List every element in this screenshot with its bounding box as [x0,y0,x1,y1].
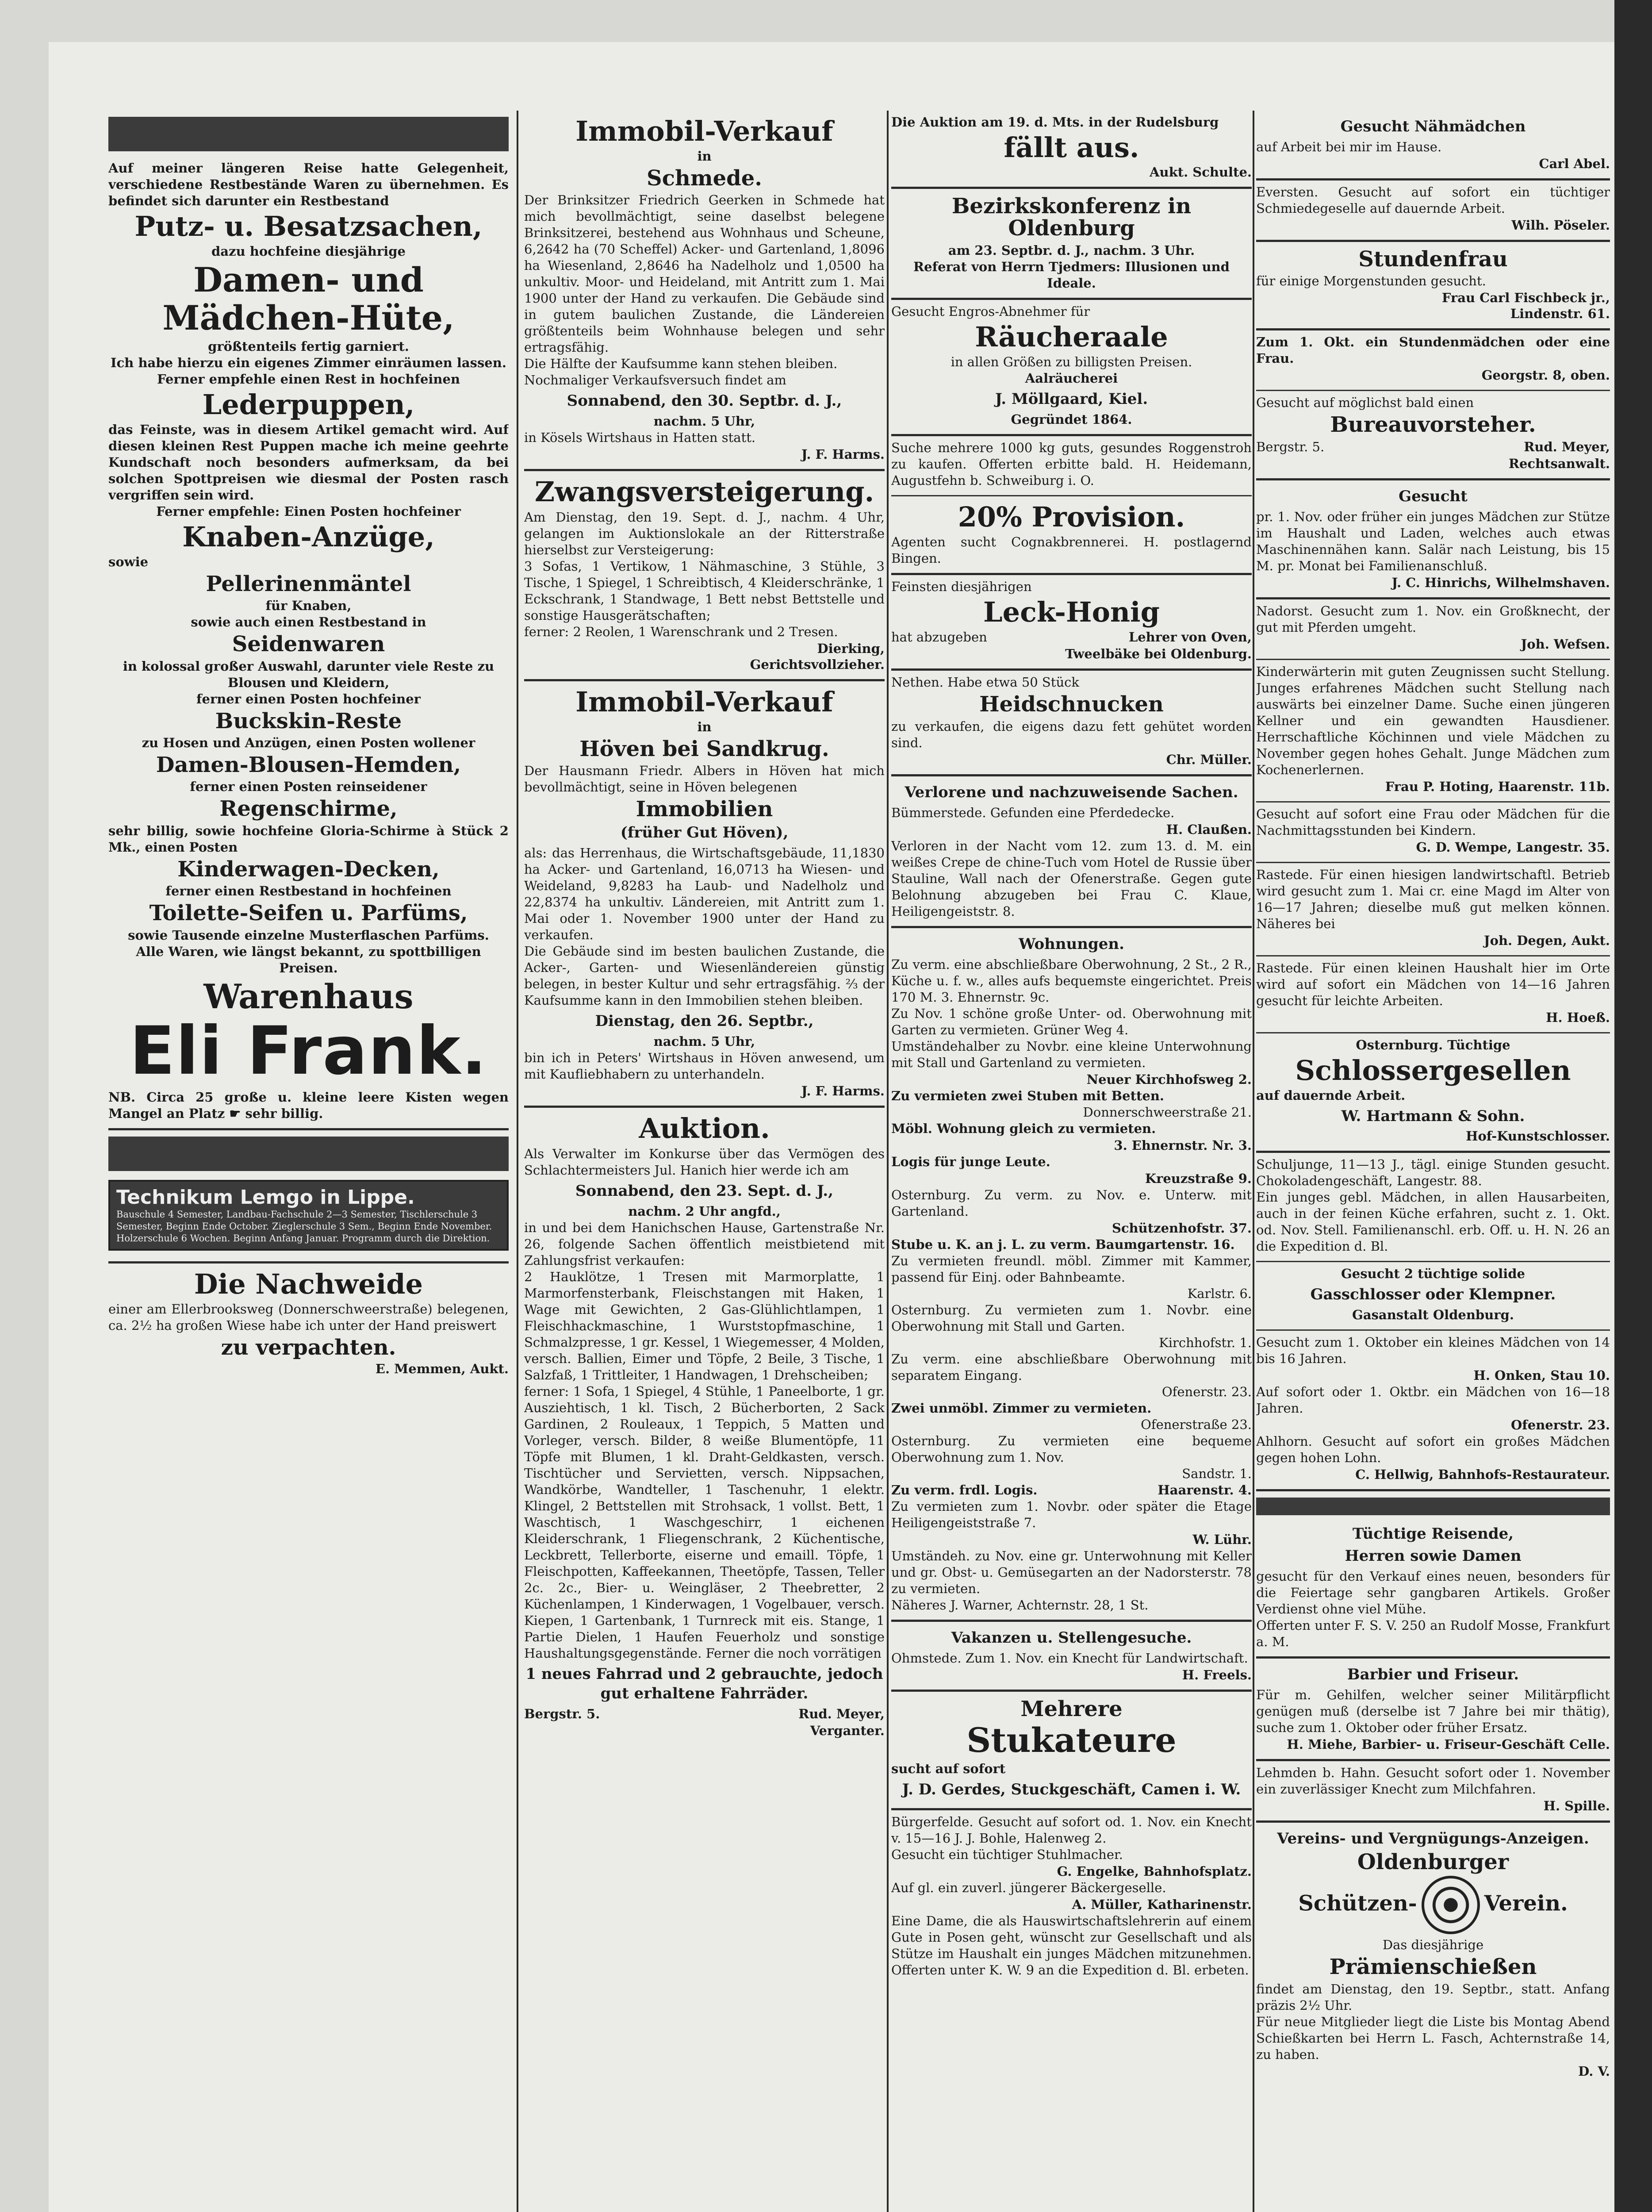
ad-text: Zu vermieten zum 1. Novbr. oder später die Etage Heiligengeiststraße 7. [891,1498,1252,1530]
headline: Damen-Blousen-Hemden, [156,753,461,778]
ad-text: Für m. Gehilfen, welcher seiner Militärpflicht genügen muß (derselbe ist 7 Jahre bei mir thätig), suche zum 1. Oktober oder früher Ersatz. [1256,1687,1610,1735]
headline: Immobilien [636,797,773,822]
signature: Dierking, [817,641,885,656]
ad-text: nachm. 2 Uhr angfd., [628,1203,781,1219]
headline: Prämienschießen [1329,1955,1537,1980]
ad-text: ferner einen Posten hochfeiner [196,691,421,707]
column-rule [517,111,518,2212]
ad-text: Die Gebäude sind im besten baulichen Zustande, die Acker-, Garten- und Wiesenländereien günstig belegen, in bester Kultur und sehr ertragsfähig. ⅔ der Kaufsumme kann in den Immobilien stehen bleiben. [524,944,885,1008]
headline: Gesucht [1399,487,1468,505]
ad-text: Nethen. Habe etwa 50 Stück [891,675,1079,690]
ad-text: Donnerschweerstraße 21. [1083,1104,1252,1120]
ad-text: nachm. 5 Uhr, [653,414,755,429]
ad-text: Bümmerstede. Gefunden eine Pferdedecke. [891,805,1175,820]
ad-text: sowie Tausende einzelne Musterflaschen Parfüms. [128,927,489,943]
signature: E. Memmen, Aukt. [375,1361,509,1377]
headline: Bureauvorsteher. [1330,412,1536,438]
headline: Immobil-Verkauf [575,115,833,147]
store-name-label: Warenhaus [203,976,414,1016]
ad-text: in [697,149,712,164]
ad-rastede-maedchen [1256,956,1610,1033]
headline: Räucheraale [975,320,1168,353]
ad-nachweide [108,1263,509,1383]
headline: Lederpuppen, [202,388,415,421]
signature: Lehrer von Oven, [1128,630,1252,645]
signature: Frau Carl Fischbeck jr., [1441,290,1610,306]
ad-text: als: das Herrenhaus, die Wirtschaftsgebäude, 11,1830 ha Acker- und Gartenland, 16,0713 ha Wiesen- und Weideland, 9,8283 ha Laub- und Nadelholz und 22,8374 ha unkultiv. Ländereien, mit Antritt zum 1. Mai oder 1. November 1900 unter der Hand zu verkaufen. [524,845,885,943]
ad-text: Die Auktion am 19. d. Mts. in der Rudelsburg [891,115,1219,130]
ad-text: Kinderwärterin mit guten Zeugnissen sucht Stellung. Junges erfahrenes Mädchen sucht Stellung nach auswärts bei einzelner Dame. Suche einen jüngeren Kellner und ein gewandten Hausdiener. Herrschaftliche Köchinnen und viele Mädchen zu November gegen hohes Gehalt. Junge Mädchen zum Kochenerlernen. [1256,664,1610,777]
section-wohnungen [891,928,1252,1622]
ad-grossknecht [1256,599,1610,660]
pointing-hand-icon: ☛ [229,1106,241,1121]
ad-text: Möbl. Wohnung gleich zu vermieten. [891,1121,1156,1136]
ad-text: in [697,719,712,734]
ad-reisende [1256,1491,1610,1659]
signature: Joh. Wefsen. [1521,636,1610,652]
ad-text: Ofenerstraße 23. [1141,1417,1252,1432]
ad-text: Ohmstede. Zum 1. Nov. ein Knecht für Landwirtschaft. [891,1650,1248,1666]
headline: Knaben-Anzüge, [182,520,435,553]
signature: H. Hoeß. [1546,1010,1610,1025]
ad-text: Rastede. Für einen kleinen Haushalt hier im Orte wird auf sofort ein Mädchen von 14—16 Jahren gesucht für leichte Arbeiten. [1256,960,1610,1008]
ad-text: Zwei unmöbl. Zimmer zu vermieten. [891,1400,1152,1416]
headline: Höven bei Sandkrug. [579,736,829,761]
signature: Aukt. Schulte. [1150,165,1252,180]
signature: Schützenhofstr. 37. [1112,1220,1252,1236]
ad-text: Aalräucherei [1025,370,1118,386]
ad-text: sucht auf sofort [891,1761,1006,1776]
ad-text: Zu vermieten freundl. möbl. Zimmer mit Kammer, passend für Einj. oder Bahnbeamte. [891,1253,1252,1285]
ad-text: Umständeh. zu Nov. eine gr. Unterwohnung mit Keller und gr. Obst- u. Gemüsegarten an der Nadorsterstr. 78 zu vermieten. [891,1548,1252,1596]
signature: Ofenerstr. 23. [1511,1417,1610,1432]
ad-maedchen-misc [1256,1331,1610,1491]
ad-text: Lehmden b. Hahn. Gesucht sofort oder 1. November ein zuverlässiger Knecht zum Milchfahren. [1256,1765,1610,1797]
signature: Chr. Müller. [1166,752,1252,767]
ad-text [1256,439,1610,455]
headline: Mehrere [1020,1696,1123,1721]
ad-text: Gegründet 1864. [1011,411,1132,427]
ad-stukateure [891,1692,1252,1810]
ad-kinderwaerterin [1256,660,1610,803]
ad-schlossergesellen [1256,1033,1610,1153]
headline: Schützen- [1298,1891,1417,1916]
signature: Kreuzstraße 9. [1145,1171,1252,1186]
column-rule [887,111,889,2212]
signature: Hof-Kunstschlosser. [1466,1128,1610,1144]
ad-text: gesucht für den Verkauf eines neuen, besonders für die Feiertage sehr gangbaren Artikels. Großer Verdienst ohne viel Mühe. [1256,1568,1610,1617]
ad-text: Ferner empfehle einen Rest in hochfeinen [157,371,460,387]
ad-text: Eversten. Gesucht auf sofort ein tüchtiger Schmiedegeselle auf dauernde Arbeit. [1256,184,1610,216]
headline: Gesucht Nähmädchen [1340,118,1526,135]
section-heading: Wohnungen. [1019,935,1124,953]
logo-text: Bauschule 4 Semester, Landbau-Fachschule 2—3 Semester, Tischlerschule 3 Semester, Beginn Ende October. Zieglerschule 3 Sem., Beginn Ende November. Holzerschule 6 Wochen. Beginn Anfang Januar. Programm durch die Direktion. [116,1209,492,1244]
ad-text: Eine Dame, die als Hauswirtschaftslehrerin auf einem Gute in Posen geht, wünscht zur Gesellschaft und als Stütze im Haushalt ein junges Mädchen mitzunehmen. Offerten unter K. W. 9 an die Expedition d. Bl. erbeten. [891,1913,1252,1978]
headline: Leck-Honig [983,596,1160,629]
ad-text: Zu Nov. 1 schöne große Unter- od. Oberwohnung mit Garten zu vermieten. Grüner Weg 4. [891,1006,1252,1037]
signature: J. C. Hinrichs, Wilhelmshaven. [1391,575,1610,590]
ad-text: Auf gl. ein zuverl. jüngerer Bäckergeselle. [891,1880,1166,1895]
ad-eli-frank [108,111,509,1130]
signature: Rud. Meyer, [798,1706,885,1721]
headline: Immobil-Verkauf [575,685,833,718]
signature: Rechtsanwalt. [1508,456,1610,471]
ad-text: Rastede. Für einen hiesigen landwirtschaftl. Betrieb wird gesucht zum 1. Mai cr. eine Magd im Alter von 16—17 Jahren; dieselbe muß gut melken können. Näheres bei [1256,867,1610,931]
ad-text: Zu verm. frdl. Logis. [891,1482,1038,1498]
ad-text: Nochmaliger Verkaufsversuch findet am [524,373,786,388]
ad-auktion-hanich [524,1108,885,1745]
ad-text: sowie auch einen Restbestand in [191,614,426,630]
ad-schuljunge [1256,1153,1610,1262]
ad-text: Bergstr. 5. [1256,439,1325,454]
ad-text: Die Hälfte der Kaufsumme kann stehen bleiben. [524,356,838,372]
section-verlorene-sachen [891,776,1252,928]
ad-text: Alle Waren, wie längst bekannt, zu spottbilligen Preisen. [136,944,481,975]
ad-text: Ein junges gebl. Mädchen, in allen Hausarbeiten, auch in der feinen Küche erfahren, sucht z. 1. Okt. od. Nov. Stell. Familienanschl. erb. Off. u. H. N. 26 an die Expedition d. Bl. [1256,1189,1610,1254]
ad-text: sowie [108,554,149,569]
signature: C. Hellwig, Bahnhofs-Restaurateur. [1355,1467,1610,1482]
ad-text: für Knaben, [265,598,352,614]
signature: Frau P. Hoting, Haarenstr. 11b. [1385,779,1610,794]
ad-text: in und bei dem Hanichschen Hause, Gartenstraße Nr. 26, folgende Sachen öffentlich meistbietend mit Zahlungsfrist verkaufen: [524,1220,885,1268]
ad-text: Das diesjährige [1382,1937,1484,1953]
ad-text: Logis für junge Leute. [891,1154,1050,1169]
ad-text: auf dauernde Arbeit. [1256,1087,1406,1103]
signature: Verganter. [810,1723,885,1738]
headline: Tüchtige Reisende, [1352,1525,1514,1543]
ad-text: Suche mehrere 1000 kg guts, gesundes Roggenstroh zu kaufen. Offerten erbitte bald. H. Heidemann, Augustfehn b. Schweiburg i. O. [891,440,1252,488]
ad-text: Auf meiner längeren Reise hatte Gelegenheit, verschiedene Restbestände Waren zu übernehmen. Es befindet sich darunter ein Restbestand [108,161,509,208]
headline: Schmede. [647,166,762,191]
ad-text: 3 Sofas, 1 Vertikow, 1 Nähmaschine, 3 Stühle, 3 Tische, 1 Spiegel, 1 Schreibtisch, 4 Kleiderschränke, 1 Eckschrank, 1 Standwage, 1 Bett nebst Bettstelle und sonstige Hausgerätschaften; [524,558,885,623]
signature: G. Engelke, Bahnhofsplatz. [1057,1863,1252,1879]
headline: Zwangsversteigerung. [534,476,874,508]
ad-barbier [1256,1659,1610,1761]
headline: Regenschirme, [219,796,398,822]
ad-text: ferner: 2 Reolen, 1 Warenschrank und 2 Tresen. [524,624,838,639]
ad-text: Sandstr. 1. [1182,1466,1252,1481]
date-line: Sonnabend, den 30. Septbr. d. J., [567,392,842,410]
ad-text: Bergstr. 5. [524,1706,600,1721]
ad-text: das Feinste, was in diesem Artikel gemacht wird. Auf diesen kleinen Rest Puppen mache ich meine geehrte Kundschaft noch besonders aufmerksam, da bei solchen Spottpreisen wie diesmal der Posten rasch vergriffen sein wird. [108,422,509,503]
technikum-logo [108,1180,509,1251]
ad-text: Karlstr. 6. [1187,1286,1252,1301]
ad-text: Nadorst. Gesucht zum 1. Nov. ein Großknecht, der gut mit Pferden umgeht. [1256,603,1610,635]
ad-text: Schuljunge, 11—13 J., tägl. einige Stunden gesucht. Chokoladengeschäft, Langestr. 88. [1256,1156,1610,1188]
ad-text: Ofenerstr. 23. [1161,1384,1252,1399]
signature: Gerichtsvollzieher. [750,657,885,672]
signature: Neuer Kirchhofsweg 2. [1086,1071,1252,1087]
signature: Joh. Degen, Aukt. [1483,933,1610,948]
signature: Georgstr. 8, oben. [1481,368,1610,383]
signature: J. F. Harms. [801,1083,885,1099]
ad-text: nachm. 5 Uhr, [653,1034,755,1049]
section-heading: Vereins- und Vergnügungs-Anzeigen. [1277,1829,1589,1847]
ad-text: ferner einen Restbestand in hochfeinen [165,883,452,899]
ad-text: zu Hosen und Anzügen, einen Posten wollener [142,735,475,751]
ad-text: Zu verm. eine abschließbare Oberwohnung mit separatem Eingang. [891,1351,1252,1383]
ad-raeucheraale [891,300,1252,436]
ad-text: Ahlhorn. Gesucht auf sofort ein großes Mädchen gegen hohen Lohn. [1256,1433,1610,1465]
ad-text: Stube u. K. an j. L. zu verm. Baumgartenstr. 16. [891,1237,1235,1252]
ad-text: in Kösels Wirtshaus in Hatten statt. [524,430,756,445]
headline: Stundenfrau [1358,247,1508,272]
headline: Verein. [1484,1891,1568,1916]
ad-text: dazu hochfeine diesjährige [211,244,406,259]
headline: Seidenwaren [232,632,385,657]
black-bar [108,117,509,151]
column-2 [524,111,885,2212]
headline: Schlossergesellen [1295,1054,1571,1087]
ad-text: 2 Hauklötze, 1 Tresen mit Marmorplatte, 1 Marmorfensterbank, Fleischstangen mit Haken, 1 Wage mit Gewichten, 2 Gas-Glühlichtlampen, 1 Fleischhackmaschine, 1 Wurststopfmaschine, 1 Schmalzpresse, 1 gr. Kessel, 1 Wiegemesser, 4 Molden, versch. Ballien, Eimer und Töpfe, 2 Beile, 3 Tische, 1 Salzfaß, 1 Trittleiter, 1 Handwagen, 1 Drehscheiben; [524,1269,885,1382]
ad-text: Ich habe hierzu ein eigenes Zimmer einräumen lassen. [111,355,506,370]
column-rule [1253,111,1254,2212]
headline: Oldenburger [1357,1849,1509,1874]
headline: Herren sowie Damen [1345,1547,1522,1565]
ad-text: zu verkaufen, die eigens dazu fett gehütet worden sind. [891,718,1252,750]
company-name: W. Hartmann & Sohn. [1341,1107,1525,1125]
ad-text: Haarenstr. 4. [1158,1482,1252,1498]
ad-text: sehr billig, sowie hochfeine Gloria-Schirme à Stück 2 Mk., einen Posten [108,823,509,855]
headline: Die Nachweide [194,1267,423,1300]
headline: Bezirkskonferenz in Oldenburg [951,194,1192,241]
ad-auktion-rudelsburg [891,111,1252,189]
date-line: Dienstag, den 26. Septbr., [595,1012,814,1030]
ad-text [891,629,1252,645]
ad-text: Osternburg. Zu vermieten zum 1. Novbr. eine Oberwohnung mit Stall und Garten. [891,1302,1252,1334]
headline: Pellerinenmäntel [206,571,411,596]
ad-text: auf Arbeit bei mir im Hause. [1256,139,1442,154]
signature: W. Lühr. [1192,1532,1252,1547]
ad-text: NB. Circa 25 große u. kleine leere Kisten wegen Mangel an Platz [108,1089,509,1121]
ad-heidschnucken [891,671,1252,776]
ad-text: Osternburg. Zu vermieten eine bequeme Oberwohnung zum 1. Nov. [891,1433,1252,1465]
black-bar [1256,1498,1610,1515]
signature: Tweelbäke bei Oldenburg. [1065,646,1252,662]
ad-stundenfrau [1256,242,1610,330]
ad-text: Osternburg. Tüchtige [1356,1037,1510,1052]
ad-immobil-schmede [524,111,885,471]
ad-gasschlosser [1256,1262,1610,1331]
ad-text: Gesucht 2 tüchtige solide [1341,1266,1526,1281]
ad-lehmden [1256,1761,1610,1823]
ad-text: findet am Dienstag, den 19. Septbr., statt. Anfang präzis 2½ Uhr. [1256,1981,1610,2013]
signature: Carl Abel. [1539,156,1610,171]
ad-text: ferner: 1 Sofa, 1 Spiegel, 4 Stühle, 1 Paneelborte, 1 gr. Ausziehtisch, 1 kl. Tisch, 2 Bücherborten, 2 Sack Gardinen, 2 Rouleaux, 1 Teppich, 5 Matten und Vorleger, versch. Bilder, 8 weiße Blumentöpfe, 11 Töpfe mit Blumen, 1 kl. Draht-Geldkasten, versch. Tischtücher und Servietten, versch. Nippsachen, Wandkörbe, Wandteller, 1 Taschenuhr, 1 elektr. Klingel, 2 Bettstellen mit Strohsack, 1 vollst. Bett, 1 Waschtisch, 1 Waschgeschirr, 1 eichenen Kleiderschrank, 1 Fliegenschrank, 2 Küchentische, Leckbrett, Tellerborte, eiserne und emaill. Töpfe, 1 Fleischpotten, Kaffeekannen, Theetöpfe, Tassen, Teller 2c. 2c., Bier- u. Weingläser, 2 Theebretter, 2 Küchenlampen, 1 Kinderwagen, 1 Vogelbauer, versch. Kiepen, 1 Gartenbank, 1 Turnreck mit eis. Stange, 1 Partie Dielen, 1 Haufen Feuerholz und sonstige Haushaltungsgegenstände. Ferner die noch vorrätigen [524,1383,885,1661]
ad-text [108,1089,509,1122]
ad-text: in kolossal großer Auswahl, darunter viele Reste zu Blousen und Kleidern, [123,658,494,690]
ad-text: Näheres J. Warner, Achternstr. 28, 1 St. [891,1597,1149,1613]
ad-text: Offerten unter F. S. V. 250 an Rudolf Mosse, Frankfurt a. M. [1256,1617,1610,1649]
ad-text: Gesucht ein tüchtiger Stuhlmacher. [891,1847,1123,1862]
ad-text: Gesucht Engros-Abnehmer für [891,303,1090,319]
signature: Rud. Meyer, [1524,439,1610,454]
ad-schmiedegeselle [1256,180,1610,242]
headline: Damen- und [193,260,424,300]
section-vakanzen [891,1622,1252,1692]
headline: Heidschnucken [979,692,1164,717]
signature: G. D. Wempe, Langestr. 35. [1416,839,1610,855]
ad-roggenstroh [891,436,1252,496]
signature: A. Müller, Katharinenstr. [1072,1897,1252,1912]
signature: D. V. [1578,2063,1610,2079]
headline: Gasschlosser oder Klempner. [1310,1285,1556,1303]
column-3 [891,111,1252,2212]
ad-zwangsversteigerung [524,471,885,681]
page-binding-shadow [1614,0,1652,2212]
headline: fällt aus. [1004,131,1139,164]
black-bar [108,1137,509,1171]
section-vereine [1256,1823,1610,2086]
signature: Wilh. Pöseler. [1511,218,1610,233]
ad-stellen-misc [891,1810,1252,1985]
headline [1256,1876,1610,1934]
ad-text: Ferner empfehle: Einen Posten hochfeiner [156,503,461,519]
column-1 [108,111,509,2212]
ad-immobil-hoeven [524,681,885,1108]
headline: zu verpachten. [221,1335,396,1360]
ad-text [524,1706,885,1722]
ad-provision [891,496,1252,575]
company-name: J. Möllgaard, Kiel. [995,390,1148,408]
ad-text: Der Hausmann Friedr. Albers in Höven hat mich bevollmächtigt, seine in Höven belegenen [524,763,885,795]
ad-text: Als Verwalter im Konkurse über das Vermögen des Schlachtermeisters Jul. Hanich hier werde ich am [524,1146,885,1178]
company-name: J. D. Gerdes, Stuckgeschäft, Camen i. W. [902,1780,1241,1798]
ad-nachmittag [1256,803,1610,863]
ad-text: Verloren in der Nacht vom 12. zum 13. d. M. ein weißes Crepe de chine-Tuch vom Hotel de Russie über Stauline, Wall nach der Ofenerstraße. Gegen gute Belohnung abzugeben bei Frau C. Klaue, Heiligengeiststr. 8. [891,838,1252,919]
signature: 3. Ehnernstr. Nr. 3. [1114,1137,1252,1153]
signature: H. Freels. [1182,1667,1252,1682]
ad-text: in allen Größen zu billigsten Preisen. [951,354,1192,369]
signature: H. Onken, Stau 10. [1473,1367,1610,1383]
ad-text: Kirchhofstr. 1. [1159,1335,1252,1350]
ad-text: für einige Morgenstunden gesucht. [1256,273,1486,289]
ad-text: Feinsten diesjährigen [891,579,1032,595]
ad-text: am 23. Septbr. d. J., nachm. 3 Uhr. [948,242,1195,258]
section-heading: Verlorene und nachzuweisende Sachen. [905,783,1238,801]
ad-bezirkskonferenz [891,189,1252,300]
ad-text: Am Dienstag, den 19. Sept. d. J., nachm. 4 Uhr, gelangen im Auktionslokale an der Ritterstraße hierselbst zur Versteigerung: [524,509,885,557]
headline: 20% Provision. [958,500,1185,533]
headline: Stukateure [966,1720,1177,1760]
date-line: Sonnabend, den 23. Sept. d. J., [575,1182,834,1200]
ad-text: Osternburg. Zu verm. zu Nov. e. Unterw. mit Gartenland. [891,1187,1252,1219]
ad-text: Gesucht auf möglichst bald einen [1256,395,1474,411]
store-owner-name: Eli Frank. [129,1013,488,1090]
ad-text: hat abzugeben [891,630,987,645]
shooting-target-icon [1422,1876,1480,1934]
ad-text: (früher Gut Höven), [620,824,789,842]
ad-text: Zum 1. Okt. ein Stundenmädchen oder eine Frau. [1256,334,1610,366]
logo-title: Technikum Lemgo in Lippe. [116,1186,415,1209]
ad-text: 1 neues Fahrrad und 2 gebrauchte, jedoch gut erhaltene Fahrräder. [525,1665,883,1702]
headline: Barbier und Friseur. [1347,1665,1519,1683]
ad-text: sehr billig. [245,1106,323,1121]
ad-text [891,1482,1252,1498]
signature: H. Miehe, Barbier- u. Friseur-Geschäft Celle. [1287,1736,1610,1752]
ad-text: Zu vermieten zwei Stuben mit Betten. [891,1088,1165,1103]
ad-gesucht-stuetze [1256,480,1610,599]
ad-text: einer am Ellerbrooksweg (Donnerschweerstraße) belegenen, ca. 2½ ha großen Wiese habe ich unter der Hand preiswert [108,1302,509,1333]
headline: Putz- u. Besatzsachen, [134,210,483,242]
ad-bureauvorsteher [1256,391,1610,480]
ad-text: bin ich in Peters' Wirtshaus in Höven anwesend, um mit Kaufliebhabern zu unterhandeln. [524,1050,885,1082]
signature: H. Claußen. [1166,822,1252,837]
signature: Lindenstr. 61. [1510,306,1610,322]
ad-text: pr. 1. Nov. oder früher ein junges Mädchen zur Stütze im Haushalt und Laden, welches auch etwas Maschinennähen kann. Salär nach Leistung, bis 15 M. pr. Monat bei Familienanschluß. [1256,509,1610,573]
headline: Buckskin-Reste [215,708,402,733]
ad-text: Der Brinksitzer Friedrich Geerken in Schmede hat mich bevollmächtigt, seine daselbst belegene Brinksitzerei, bestehend aus Wohnhaus und Scheune, 6,2642 ha (70 Scheffel) Acker- und Gartenland, 1,8096 ha Wiesenland, 2,8646 ha Nadelholz und 1,0500 ha unkultiv. Moor- und Heideland, mit Antritt zum 1. Mai 1900 unter der Hand zu verkaufen. Die Gebäude sind in gutem baulichen Zustande, die Ländereien größtenteils beim Wohnhause belegen und sehr ertragsfähig. [524,192,885,355]
ad-naehmaedchen [1256,111,1610,180]
ad-text: Umständehalber zu Novbr. eine kleine Unterwohnung mit Stall und Gartenland zu vermieten. [891,1038,1252,1070]
signature: H. Spille. [1543,1798,1610,1813]
headline: Kinderwagen-Decken, [177,856,440,882]
signature: J. F. Harms. [801,447,885,462]
ad-text: ferner einen Posten reinseidener [190,779,427,795]
ad-rastede-magd [1256,863,1610,956]
headline: Toilette-Seifen u. Parfüms, [149,901,468,926]
ad-text: Agenten sucht Cognakbrennerei. H. postlagernd Bingen. [891,534,1252,566]
headline: Mädchen-Hüte, [162,298,455,338]
ad-text: Gasanstalt Oldenburg. [1352,1307,1514,1322]
ad-text: Referat von Herrn Tjedmers: Illusionen und Ideale. [913,259,1230,291]
section-heading: Vakanzen u. Stellengesuche. [951,1628,1192,1647]
ad-text: Gesucht zum 1. Oktober ein kleines Mädchen von 14 bis 16 Jahren. [1256,1334,1610,1366]
ad-text: Zu verm. eine abschließbare Oberwohnung, 2 St., 2 R., Küche u. f. w., alles aufs bequemste eingerichtet. Preis 170 M. 3. Ehnernstr. 9c. [891,956,1252,1005]
ad-text: Bürgerfelde. Gesucht auf sofort od. 1. Nov. ein Knecht v. 15—16 J. J. Bohle, Halenweg 2. [891,1814,1252,1846]
column-4 [1256,111,1610,2212]
ad-text: Gesucht auf sofort eine Frau oder Mädchen für die Nachmittagsstunden bei Kindern. [1256,806,1610,838]
headline: Auktion. [639,1112,770,1145]
ad-text: Für neue Mitglieder liegt die Liste bis Montag Abend Schießkarten bei Herrn L. Fasch, Achternstraße 14, zu haben. [1256,2014,1610,2062]
ad-text: Auf sofort oder 1. Oktbr. ein Mädchen von 16—18 Jahren. [1256,1384,1610,1416]
ad-technikum-lemgo [108,1130,509,1263]
ad-stundenmaedchen [1256,330,1610,391]
ad-leck-honig [891,575,1252,671]
ad-text: größtenteils fertig garniert. [208,338,409,354]
